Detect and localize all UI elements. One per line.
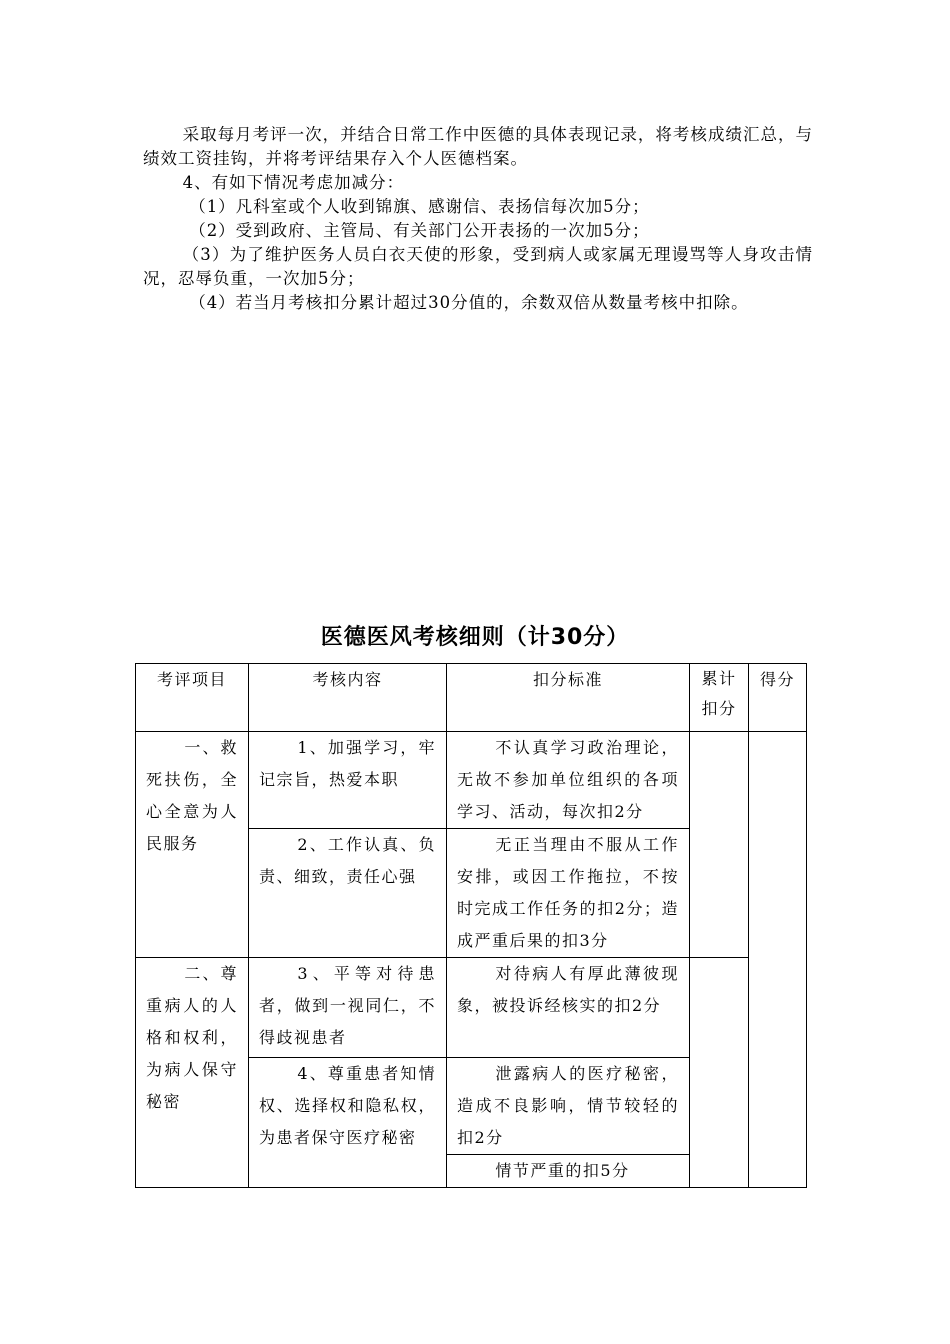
score-cell [749, 732, 807, 1188]
intro-item-1: （1）凡科室或个人收到锦旗、感谢信、表扬信每次加5分； [189, 197, 650, 216]
header-score: 得分 [749, 664, 807, 732]
standard-cell: 情节严重的扣5分 [447, 1155, 690, 1188]
intro-item-4: （4）若当月考核扣分累计超过30分值的，余数双倍从数量考核中扣除。 [189, 293, 749, 312]
standard-cell: 不认真学习政治理论，无故不参加单位组织的各项学习、活动，每次扣2分 [447, 732, 690, 829]
header-content: 考核内容 [249, 664, 447, 732]
table-header-row [136, 664, 807, 732]
table-row [136, 958, 807, 1058]
intro-paragraph-2: 4、有如下情况考虑加减分： [182, 173, 405, 192]
page-title: 医德医风考核细则（计30分） [320, 625, 630, 650]
intro-item-3: （3）为了维护医务人员白衣天使的形象，受到病人或家属无理谩骂等人身攻击情况，忍辱负重，一次加5分； [143, 245, 813, 288]
content-cell: 2、工作认真、负责、细致，责任心强 [249, 829, 447, 958]
header-cumulative-line1: 累计 [701, 669, 737, 688]
intro-paragraph-1: 采取每月考评一次，并结合日常工作中医德的具体表现记录，将考核成绩汇总，与绩效工资挂钩，并将考评结果存入个人医德档案。 [143, 125, 813, 168]
standard-cell: 对待病人有厚此薄彼现象，被投诉经核实的扣2分 [447, 958, 690, 1058]
category-cell-1: 一、救死扶伤，全心全意为人民服务 [136, 732, 249, 958]
standard-cell: 泄露病人的医疗秘密，造成不良影响，情节较轻的扣2分 [447, 1058, 690, 1155]
header-cumulative-line2: 扣分 [701, 699, 737, 718]
standard-cell: 无正当理由不服从工作安排，或因工作拖拉，不按时完成工作任务的扣2分；造成严重后果的扣3分 [447, 829, 690, 958]
intro-section [143, 123, 813, 315]
header-standard: 扣分标准 [447, 664, 690, 732]
cumulative-cell-2 [690, 958, 749, 1188]
category-cell-2: 二、尊重病人的人格和权利，为病人保守秘密 [136, 958, 249, 1188]
header-cumulative [690, 664, 749, 732]
cumulative-cell-1 [690, 732, 749, 958]
assessment-table [135, 663, 807, 1188]
table-row [136, 732, 807, 829]
header-item: 考评项目 [136, 664, 249, 732]
content-cell: 3、平等对待患者，做到一视同仁，不得歧视患者 [249, 958, 447, 1058]
content-cell: 1、加强学习，牢记宗旨，热爱本职 [249, 732, 447, 829]
intro-item-2: （2）受到政府、主管局、有关部门公开表扬的一次加5分； [189, 221, 650, 240]
content-cell: 4、尊重患者知情权、选择权和隐私权，为患者保守医疗秘密 [249, 1058, 447, 1188]
